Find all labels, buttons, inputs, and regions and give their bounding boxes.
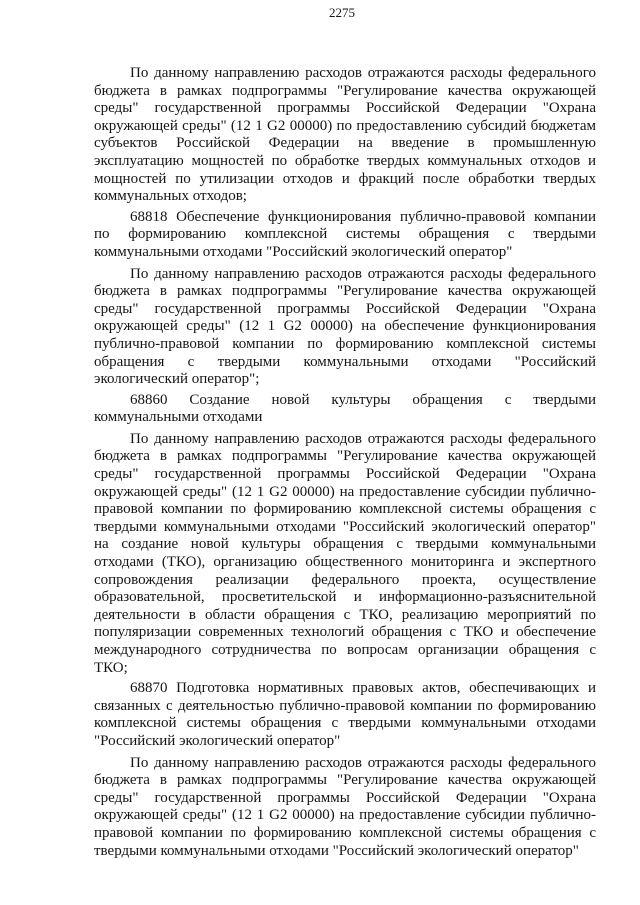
text-line: твердыми коммунальными отходами "Российский экологический оператор" <box>94 842 579 859</box>
paragraph <box>94 431 596 677</box>
text-line: по формированию комплексной системы обращения с твердыми <box>94 226 596 243</box>
page-number: 2275 <box>329 5 355 20</box>
text-line: бюджета в рамках подпрограммы "Регулирование качества окружающей <box>94 772 596 789</box>
text-line: ТКО; <box>94 659 128 676</box>
text-line: правовой компании по формированию комплексной системы обращения с <box>94 501 596 518</box>
text-line: популяризации современных технологий обращения с ТКО и обеспечение <box>94 624 596 641</box>
text-line: 68860 Создание новой культуры обращения с твердыми <box>130 391 596 408</box>
text-line: окружающей среды" (12 1 G2 00000) на предоставление субсидии публично- <box>94 807 596 824</box>
text-line: бюджета в рамках подпрограммы "Регулирование качества окружающей <box>94 82 596 99</box>
text-line: правовой компании по формированию комплексной системы обращения с <box>94 824 596 841</box>
paragraph <box>94 755 596 861</box>
text-line: По данному направлению расходов отражаются расходы федерального <box>130 265 596 282</box>
text-line: публично-правовой компании по формированию комплексной системы <box>94 335 596 352</box>
text-line: международного сотрудничества по вопросам организации обращения с <box>94 642 596 658</box>
paragraph <box>94 266 596 389</box>
text-line: на создание новой культуры обращения с твердыми коммунальными <box>94 536 596 553</box>
paragraph <box>94 65 596 206</box>
text-line: По данному направлению расходов отражаются расходы федерального <box>130 754 596 771</box>
text-line: сопровождения реализации федерального проекта, осуществление <box>94 571 596 588</box>
paragraph <box>94 209 596 262</box>
text-line: связанных с деятельностью публично-правовой компании по формированию <box>94 697 596 714</box>
text-line: коммунальными отходами <box>94 409 263 426</box>
text-line: среды" государственной программы Российской Федерации "Охрана <box>94 300 596 317</box>
paragraph <box>94 392 596 427</box>
text-line: окружающей среды" (12 1 G2 00000) на обеспечение функционирования <box>94 318 596 335</box>
text-line: экологический оператор"; <box>94 371 260 388</box>
text-line: среды" государственной программы Российской Федерации "Охрана <box>94 789 596 806</box>
text-line: комплексной системы обращения с твердыми коммунальными отходами <box>94 715 596 732</box>
document-body <box>94 65 596 860</box>
text-line: бюджета в рамках подпрограммы "Регулирование качества окружающей <box>94 283 596 300</box>
text-line: окружающей среды" (12 1 G2 00000) на предоставление субсидии публично- <box>94 483 596 500</box>
text-line: образовательной, просветительской и информационно-разъяснительной <box>94 589 596 606</box>
text-line: среды" государственной программы Российской Федерации "Охрана <box>94 100 596 117</box>
text-line: По данному направлению расходов отражаются расходы федерального <box>130 430 596 447</box>
text-line: деятельности в области обращения с ТКО, реализацию мероприятий по <box>94 606 596 623</box>
text-line: По данному направлению расходов отражаются расходы федерального <box>130 65 596 81</box>
text-line: "Российский экологический оператор" <box>94 732 341 749</box>
text-line: мощностей по утилизации отходов и фракций после обработки твердых <box>94 170 596 187</box>
text-line: коммунальными отходами "Российский экологический оператор" <box>94 243 513 260</box>
text-line: эксплуатацию мощностей по обработке твердых коммунальных отходов и <box>94 152 596 169</box>
text-line: твердыми коммунальными отходами "Российский экологический оператор" <box>94 518 596 535</box>
text-line: 68870 Подготовка нормативных правовых актов, обеспечивающих и <box>130 680 596 697</box>
text-line: окружающей среды" (12 1 G2 00000) по предоставлению субсидий бюджетам <box>94 117 596 134</box>
text-line: среды" государственной программы Российской Федерации "Охрана <box>94 466 596 483</box>
text-line: 68818 Обеспечение функционирования публично-правовой компании <box>130 208 596 225</box>
text-line: бюджета в рамках подпрограммы "Регулирование качества окружающей <box>94 448 596 465</box>
text-line: отходами (ТКО), организацию общественного мониторинга и экспертного <box>94 554 596 571</box>
text-line: субъектов Российской Федерации на введение в промышленную <box>94 135 596 152</box>
paragraph <box>94 680 596 750</box>
text-line: обращения с твердыми коммунальными отходами "Российский <box>94 353 596 370</box>
text-line: коммунальных отходов; <box>94 188 247 205</box>
